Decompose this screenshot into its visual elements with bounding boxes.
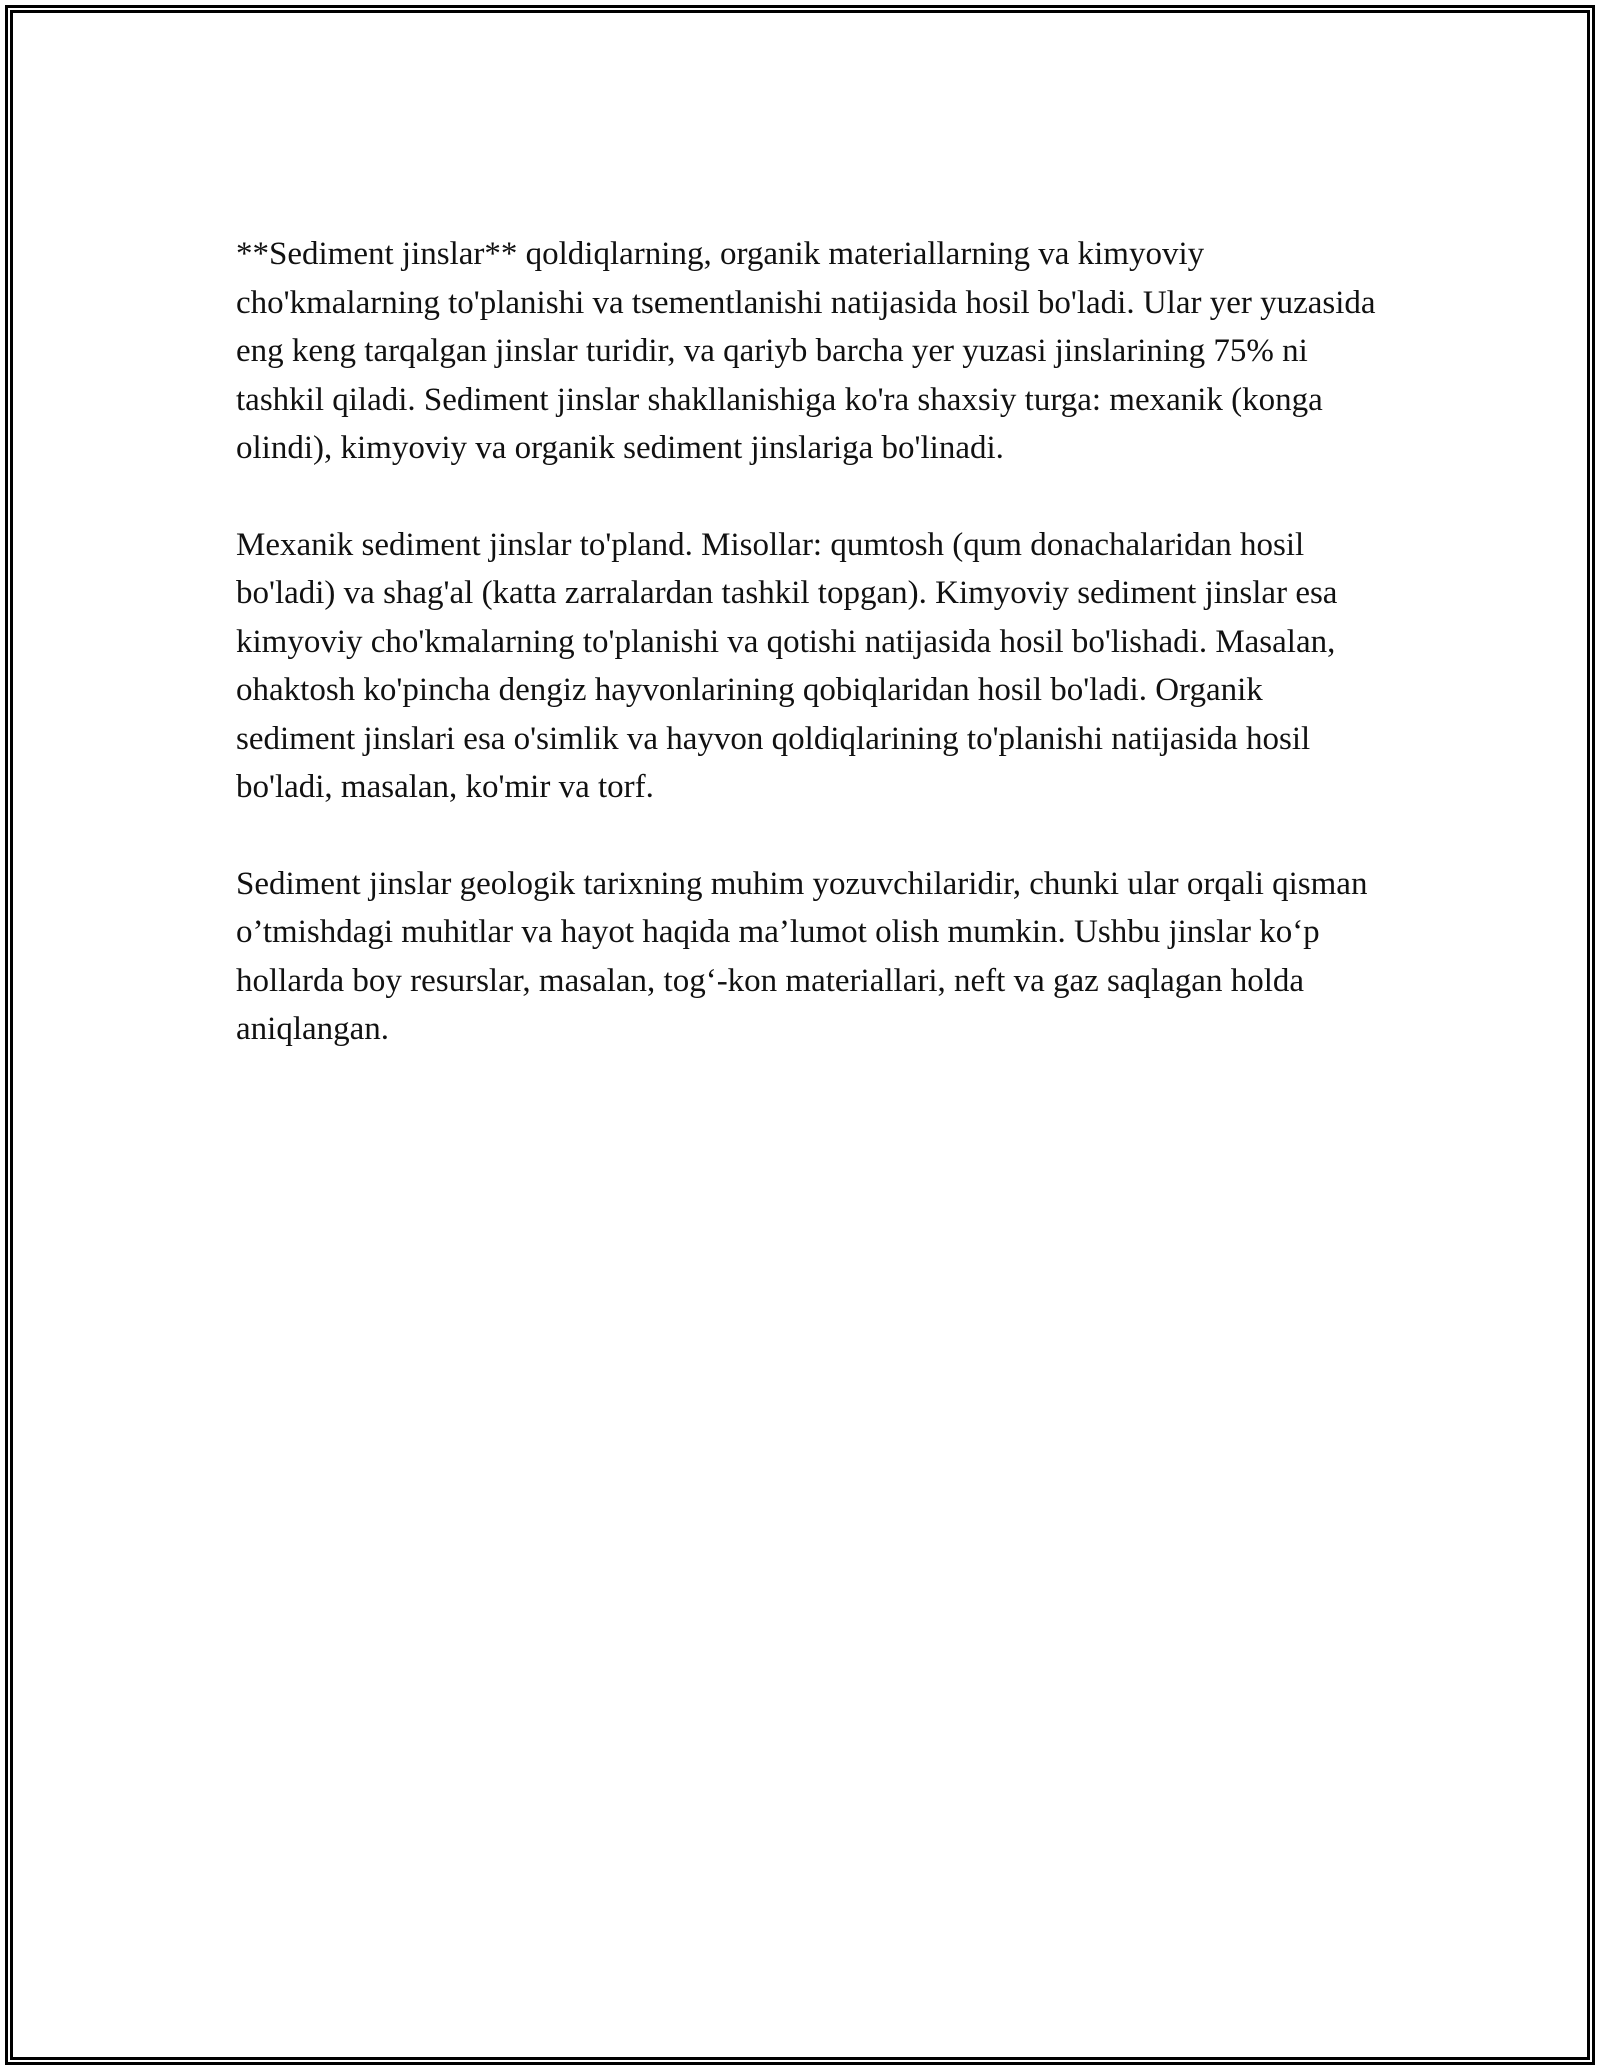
paragraph-sediment-importance: Sediment jinslar geologik tarixning muhim yozuvchilaridir, chunki ular orqali qisman o’tmishdagi muhitlar va hayot haqida ma’lumot olish mumkin. Ushbu jinslar ko‘p hollarda boy resurslar, masalan, tog‘-kon materiallari, neft va gaz saqlagan holda aniqlangan. bbox=[236, 865, 1368, 1047]
document-body bbox=[236, 230, 1386, 1102]
paragraph-sediment-types: Mexanik sediment jinslar to'pland. Misollar: qumtosh (qum donachalaridan hosil bo'ladi) va shag'al (katta zarralardan tashkil topgan). Kimyoviy sediment jinslar esa kimyoviy cho'kmalarning to'planishi va qotishi natijasida hosil bo'lishadi. Masalan, ohaktosh ko'pincha dengiz hayvonlarining qobiqlaridan hosil bo'ladi. Organik sediment jinslari esa o'simlik va hayvon qoldiqlarining to'planishi natijasida hosil bo'ladi, masalan, ko'mir va torf. bbox=[236, 526, 1338, 805]
paragraph-sediment-intro: **Sediment jinslar** qoldiqlarning, organik materiallarning va kimyoviy cho'kmalarning to'planishi va tsementlanishi natijasida hosil bo'ladi. Ular yer yuzasida eng keng tarqalgan jinslar turidir, va qariyb barcha yer yuzasi jinslarining 75% ni tashkil qiladi. Sediment jinslar shakllanishiga ko'ra shaxsiy turga: mexanik (konga olindi), kimyoviy va organik sediment jinslariga bo'linadi. bbox=[236, 236, 1376, 466]
